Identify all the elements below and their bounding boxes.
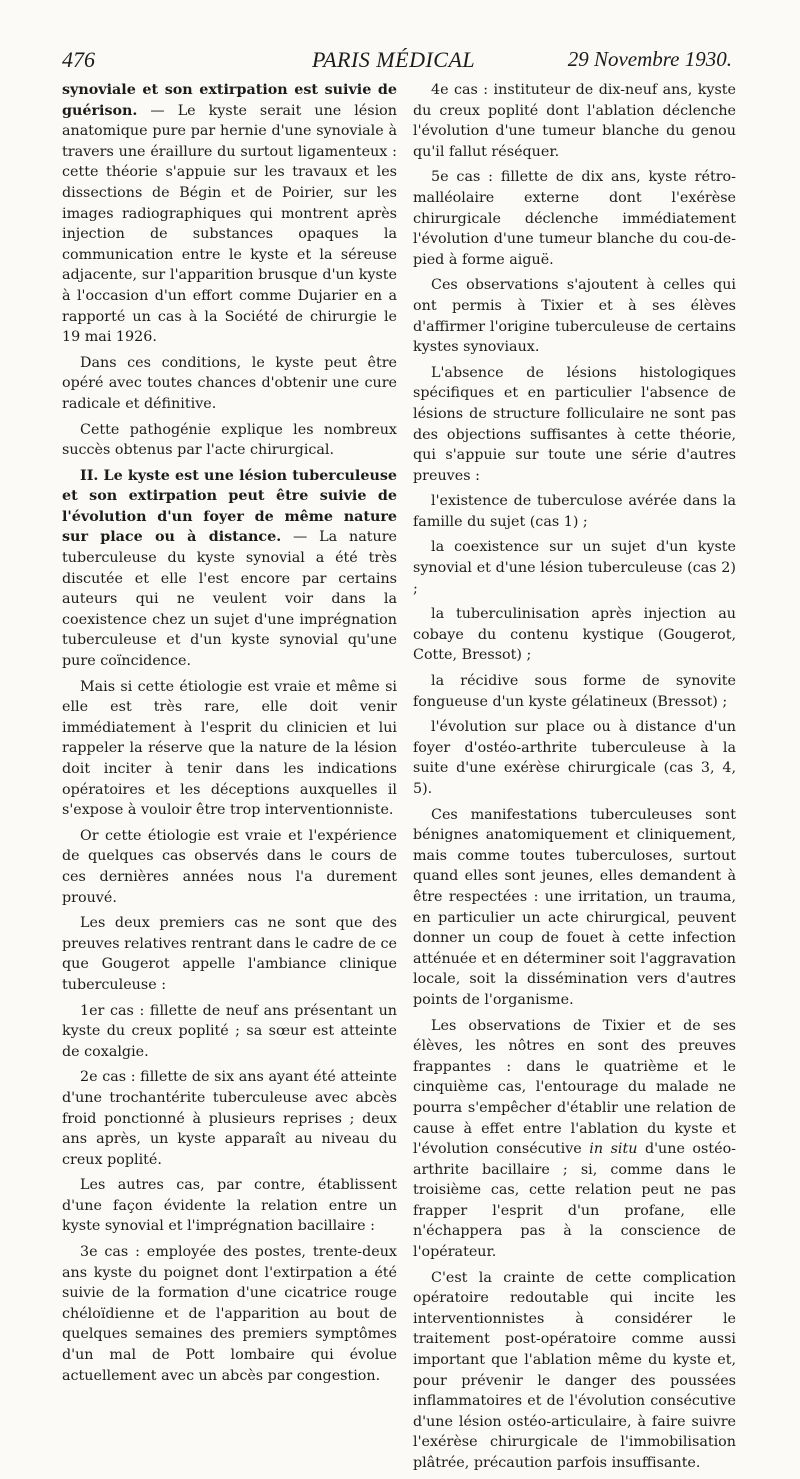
paragraph: Ces manifestations tuberculeuses sont bénignes anatomiquement et cliniquement, mais comme toutes tuberculoses, surtout quand elles sont jeunes, elles demandent à être respectées : une irritation, un trauma, en particulier un acte chirurgical, peuvent donner un coup de fouet à cette infection atténuée et en déterminer soit l'aggravation locale, soit la dissémination vers d'autres points de l'organisme.	[413, 806, 736, 1008]
proof-item: la récidive sous forme de synovite fongueuse d'un kyste gélatineux (Bressot) ;	[413, 673, 736, 710]
paragraph-text: d'une ostéo-arthrite bacillaire ; si, comme dans le troisième cas, cette relation peut ne pas frapper l'esprit d'un profane, elle n'échappera pas à la conscience de l'opérateur.	[413, 1141, 737, 1261]
case-5: 5e cas : fillette de dix ans, kyste rétro-malléolaire externe dont l'exérèse chirurgicale déclenche immédiatement l'évolution d'une tumeur blanche du cou-de-pied à forme aiguë.	[413, 169, 736, 268]
section-heading-ii: II. Le kyste est une lésion tuberculeuse et son extirpation peut être suivie de l'évolution d'un foyer de même nature sur place ou à distance.	[62, 467, 397, 546]
paragraph: Les deux premiers cas ne sont que des preuves relatives rentrant dans le cadre de ce que Gougerot appelle l'ambiance clinique tuberculeuse :	[62, 915, 397, 993]
paragraph: Ces observations s'ajoutent à celles qui ont permis à Tixier et à ses élèves d'affirmer l'origine tuberculeuse de certains kystes synoviaux.	[413, 277, 736, 356]
case-1: 1er cas : fillette de neuf ans présentant un kyste du creux poplité ; sa sœur est atteinte de coxalgie.	[62, 1002, 397, 1060]
proof-item: la coexistence sur un sujet d'un kyste synovial et d'une lésion tuberculeuse (cas 2) ;	[413, 539, 736, 597]
case-4: 4e cas : instituteur de dix-neuf ans, kyste du creux poplité dont l'ablation déclenche l'évolution d'une tumeur blanche du genou qu'il fallut réséquer.	[413, 82, 736, 160]
page-number: 476	[62, 47, 95, 72]
case-3: 3e cas : employée des postes, trente-deux ans kyste du poignet dont l'extirpation a été suivie de la formation d'une cicatrice rouge chéloïdienne et de l'apparition au bout de quelques semaines des premiers symptômes d'un mal de Pott lombaire qui évolue actuellement avec un abcès par congestion.	[62, 1244, 397, 1384]
paragraph	[413, 1016, 736, 1263]
italic-term: in situ	[589, 1141, 638, 1158]
proof-item: l'évolution sur place ou à distance d'un foyer d'ostéo-arthrite tuberculeuse à la suite d'une exérèse chirurgicale (cas 3, 4, 5).	[413, 719, 736, 797]
bold-heading: synoviale et son extirpation est suivie de guérison.	[62, 82, 397, 119]
paragraph-text: — La nature tuberculeuse du kyste synovial a été très discutée et elle l'est encore par certains auteurs qui ne veulent voir dans la coexistence chez un sujet d'une imprégnation tuberculeuse et d'un kyste synovial qu'une pure coïncidence.	[62, 529, 397, 670]
paragraph: Dans ces conditions, le kyste peut être opéré avec toutes chances d'obtenir une cure radicale et définitive.	[62, 354, 397, 412]
issue-date: 29 Novembre 1930.	[567, 47, 732, 71]
paragraph: Or cette étiologie est vraie et l'expérience de quelques cas observés dans le cours de ces dernières années nous l'a durement prouvé.	[62, 827, 397, 906]
paragraph: Mais si cette étiologie est vraie et même si elle est très rare, elle doit venir immédiatement à l'esprit du clinicien et lui rappeler la réserve que la nature de la lésion doit inciter à tenir dans les indications opératoires et les déceptions auxquelles il s'expose à vouloir être trop interventionniste.	[62, 678, 397, 819]
paragraph-text: Les observations de Tixier et de ses élèves, les nôtres en sont des preuves frappantes : dans le quatrième et le cinquième cas, l'entourage du malade ne pourra s'empêcher d'établir une relation de cause à effet entre l'ablation du kyste et l'évolution consécutive	[413, 1017, 736, 1158]
journal-title: PARIS MÉDICAL	[312, 47, 476, 72]
right-column	[413, 80, 736, 1479]
paragraph: Cette pathogénie explique les nombreux succès obtenus par l'acte chirurgical.	[62, 421, 397, 459]
page-header	[62, 47, 732, 77]
paragraph: Les autres cas, par contre, établissent d'une façon évidente la relation entre un kyste synovial et l'imprégnation bacillaire :	[62, 1177, 397, 1235]
paragraph: L'absence de lésions histologiques spécifiques et en particulier l'absence de lésions de structure folliculaire ne sont pas des objections suffisantes à cette théorie, qui s'appuie sur toute une série d'autres preuves :	[413, 364, 736, 484]
paragraph	[62, 80, 397, 348]
paragraph: C'est la crainte de cette complication opératoire redoutable qui incite les interventionnistes à considérer le traitement post-opératoire comme aussi important que l'ablation même du kyste et, pour prévenir le danger des poussées inflammatoires et de l'évolution consécutive d'une lésion ostéo-articulaire, à faire suivre l'exérèse chirurgicale de l'immobilisation plâtrée, précaution parfois insuffisante.	[413, 1269, 736, 1471]
case-2: 2e cas : fillette de six ans ayant été atteinte d'une trochantérite tuberculeuse avec abcès froid ponctionné à plusieurs reprises ; deux ans après, un kyste apparaît au niveau du creux poplité.	[62, 1069, 397, 1168]
proof-item: l'existence de tuberculose avérée dans la famille du sujet (cas 1) ;	[413, 493, 736, 530]
proof-item: la tuberculinisation après injection au cobaye du contenu kystique (Gougerot, Cotte, Bressot) ;	[413, 606, 736, 664]
paragraph-text: — Le kyste serait une lésion anatomique pure par hernie d'une synoviale à travers une éraillure du surtout ligamenteux : cette théorie s'appuie sur les travaux et les dissections de Bégin et de Poirier, sur les images radiographiques qui montrent après injection de substances opaques la communication entre le kyste et la séreuse adjacente, sur l'apparition brusque d'un kyste à l'occasion d'un effort comme Dujarier en a rapporté un cas à la Société de chirurgie le 19 mai 1926.	[62, 102, 397, 346]
left-column	[62, 80, 397, 1391]
paragraph	[62, 466, 397, 672]
